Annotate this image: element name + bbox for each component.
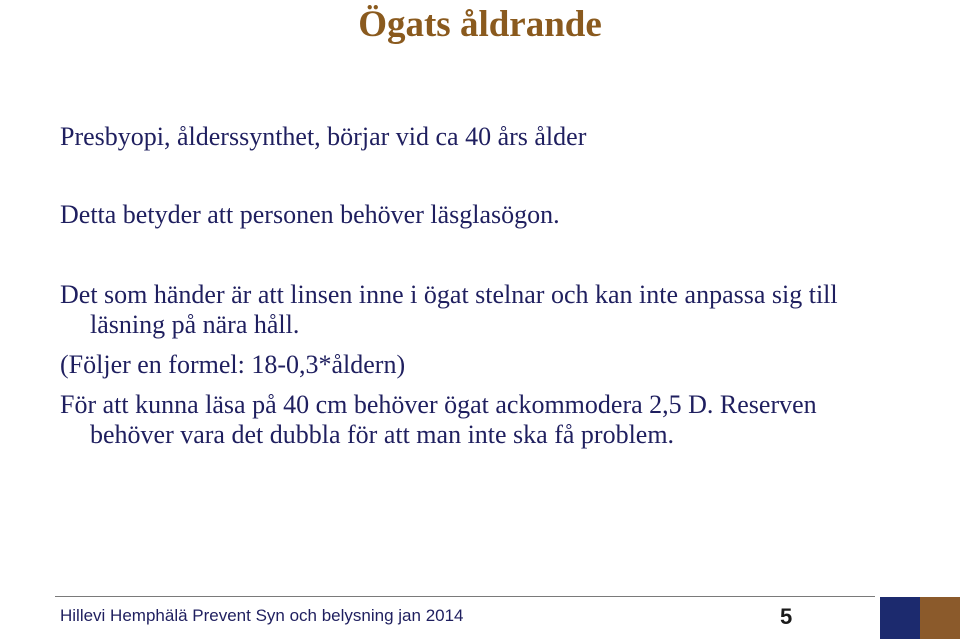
paragraph-lens-stiffens: Det som händer är att linsen inne i ögat stelnar och kan inte anpassa sig till läsning på nära håll. bbox=[60, 280, 838, 339]
paragraph-formula: (Följer en formel: 18-0,3*åldern) bbox=[60, 350, 406, 379]
footer-brown-square bbox=[920, 597, 960, 639]
page-number: 5 bbox=[780, 604, 793, 629]
footer-divider bbox=[55, 596, 875, 597]
paragraph-accommodation: För att kunna läsa på 40 cm behöver ögat ackommodera 2,5 D. Reserven behöver vara det dubbla för att man inte ska få problem. bbox=[60, 390, 817, 449]
paragraph-presbyopia: Presbyopi, ålderssynthet, börjar vid ca 40 års ålder bbox=[60, 122, 587, 151]
footer-navy-square bbox=[880, 597, 920, 639]
slide-title: Ögats åldrande bbox=[358, 4, 602, 45]
paragraph-reading-glasses: Detta betyder att personen behöver läsglasögon. bbox=[60, 200, 560, 229]
footer-credit: Hillevi Hemphälä Prevent Syn och belysning jan 2014 bbox=[60, 606, 464, 625]
